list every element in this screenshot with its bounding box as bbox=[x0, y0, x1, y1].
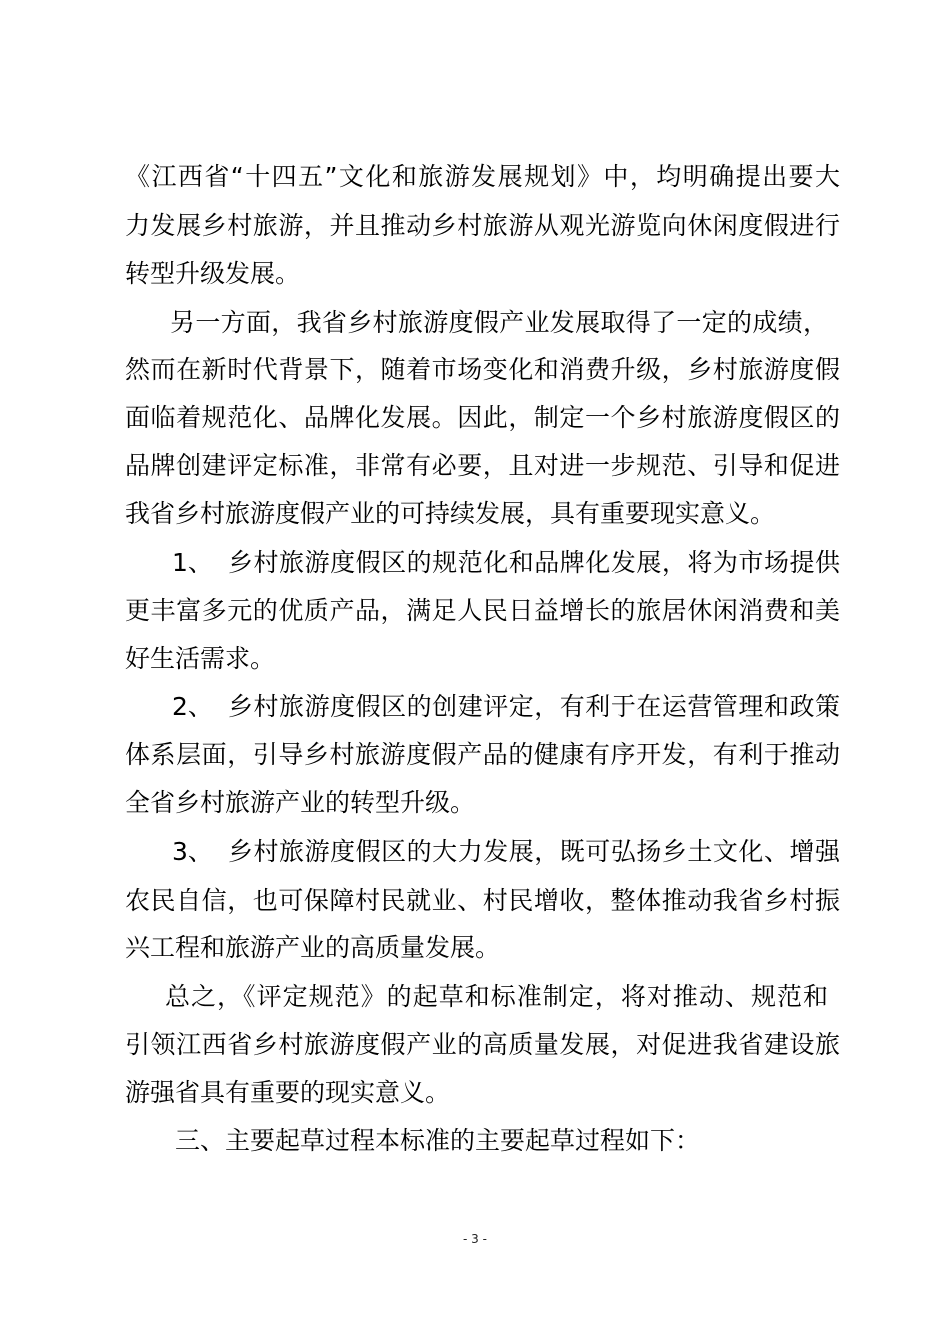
text-line: 农民自信，也可保障村民就业、村民增收，整体推动我省乡村振 bbox=[125, 886, 840, 915]
text-line: 力发展乡村旅游，并且推动乡村旅游从观光游览向休闲度假进行 bbox=[125, 211, 840, 240]
text-line: 另一方面，我省乡村旅游度假产业发展取得了一定的成绩， bbox=[170, 308, 828, 337]
section-heading: 三、主要起草过程本标准的主要起草过程如下： bbox=[175, 1126, 701, 1155]
text-line: 转型升级发展。 bbox=[125, 259, 301, 288]
text-line: 面临着规范化、品牌化发展。因此，制定一个乡村旅游度假区的 bbox=[125, 403, 840, 432]
text-line: 体系层面，引导乡村旅游度假产品的健康有序开发，有利于推动 bbox=[125, 740, 840, 769]
text-line: 兴工程和旅游产业的高质量发展。 bbox=[125, 933, 501, 962]
text-line: 品牌创建评定标准，非常有必要，且对进一步规范、引导和促进 bbox=[125, 451, 840, 480]
text-line: 乡村旅游度假区的大力发展，既可弘扬乡土文化、增强 bbox=[228, 837, 840, 866]
text-line: 乡村旅游度假区的规范化和品牌化发展，将为市场提供 bbox=[228, 548, 840, 577]
text-line: 《江西省“十四五”文化和旅游发展规划》中，均明确提出要大 bbox=[125, 162, 840, 191]
text-line: 好生活需求。 bbox=[125, 644, 276, 673]
text-line: 更丰富多元的优质产品，满足人民日益增长的旅居休闲消费和美 bbox=[125, 596, 840, 625]
list-number: 3、 bbox=[172, 837, 213, 866]
text-line: 全省乡村旅游产业的转型升级。 bbox=[125, 788, 476, 817]
list-number: 2、 bbox=[172, 692, 213, 721]
text-line: 我省乡村旅游度假产业的可持续发展，具有重要现实意义。 bbox=[125, 499, 776, 528]
text-line: 总之，《评定规范》的起草和标准制定，将对推动、规范和 bbox=[165, 982, 828, 1011]
text-line: 然而在新时代背景下，随着市场变化和消费升级，乡村旅游度假 bbox=[125, 355, 840, 384]
list-number: 1、 bbox=[172, 548, 213, 577]
page-number: - 3 - bbox=[463, 1232, 487, 1246]
text-line: 引领江西省乡村旅游度假产业的高质量发展，对促进我省建设旅 bbox=[125, 1030, 840, 1059]
text-line: 游强省具有重要的现实意义。 bbox=[125, 1078, 451, 1107]
text-line: 乡村旅游度假区的创建评定，有利于在运营管理和政策 bbox=[228, 692, 840, 721]
